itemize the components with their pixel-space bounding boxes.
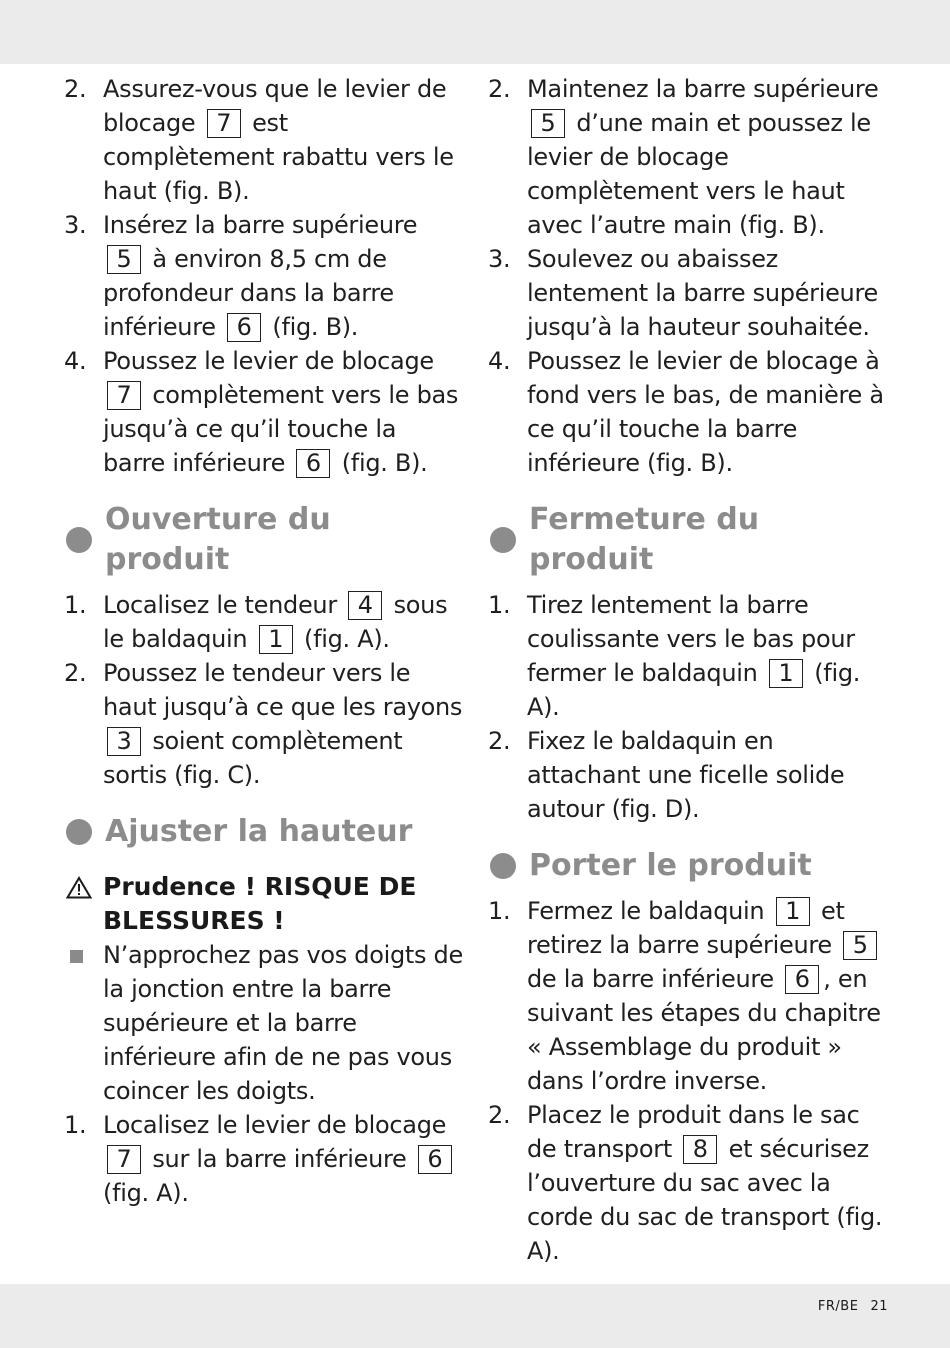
step-text xyxy=(527,344,888,480)
step-number: 1. xyxy=(64,1111,87,1139)
step-text-part: , en suivant les étapes du chapitre « Assemblage du produit » dans l’ordre inverse. xyxy=(527,965,881,1095)
step-text-part: Placez le produit dans le sac de transport xyxy=(527,1101,860,1163)
step-number: 2. xyxy=(488,1101,511,1129)
step-text-part: (fig. B). xyxy=(341,449,428,477)
right-column xyxy=(488,72,888,1268)
page-number: 21 xyxy=(870,1299,888,1314)
step-text-part: Fermez le baldaquin xyxy=(527,897,765,925)
step-text xyxy=(527,588,888,724)
step-text-part: et retirez la barre supérieure xyxy=(527,897,845,959)
list-item xyxy=(488,724,888,826)
step-text-part: Assurez-vous que le levier de blocage xyxy=(103,75,447,137)
part-reference-box: 7 xyxy=(107,381,141,410)
step-text-part: Soulevez ou abaissez lentement la barre supérieure jusqu’à la hauteur souhaitée. xyxy=(527,245,878,341)
top-band xyxy=(0,0,950,64)
part-reference-box: 8 xyxy=(683,1135,717,1164)
step-text-part: Insérez la barre supérieure xyxy=(103,211,418,239)
step-text-part: est complètement rabattu vers le haut (fig. B). xyxy=(103,109,454,205)
part-reference-box: 6 xyxy=(296,449,330,478)
step-text xyxy=(527,1098,888,1268)
part-reference-box: 6 xyxy=(418,1145,452,1174)
step-list xyxy=(64,72,464,480)
step-text-part: sur la barre inférieure xyxy=(152,1145,407,1173)
warning-title: Prudence ! RISQUE DE BLESSURES ! xyxy=(64,870,464,938)
step-text-part: Fixez le baldaquin en attachant une ficelle solide autour (fig. D). xyxy=(527,727,845,823)
step-text-part: (fig. A). xyxy=(527,659,861,721)
step-text xyxy=(103,588,464,656)
section-heading-closing: Fermeture du produit xyxy=(488,500,888,580)
bottom-band xyxy=(0,1284,950,1348)
step-number: 3. xyxy=(488,245,511,273)
step-text xyxy=(103,72,464,208)
bullet-dot-icon xyxy=(66,819,92,845)
part-reference-box: 5 xyxy=(107,245,141,274)
part-reference-box: 6 xyxy=(227,313,261,342)
section-heading-carry: Porter le produit xyxy=(488,846,888,886)
step-text xyxy=(103,1108,464,1210)
step-text-part: (fig. A). xyxy=(304,625,390,653)
section-heading-height: Ajuster la hauteur xyxy=(64,812,464,852)
step-list xyxy=(488,894,888,1268)
step-list xyxy=(488,588,888,826)
step-list xyxy=(64,588,464,792)
part-reference-box: 5 xyxy=(843,931,877,960)
square-bullet-icon xyxy=(64,938,103,1108)
step-number: 4. xyxy=(488,347,511,375)
warning-triangle-icon xyxy=(64,870,103,938)
step-number: 2. xyxy=(64,659,87,687)
step-list xyxy=(64,1108,464,1210)
part-reference-box: 4 xyxy=(348,591,382,620)
list-item xyxy=(64,656,464,792)
list-item xyxy=(488,894,888,1098)
step-list xyxy=(488,72,888,480)
step-number: 2. xyxy=(64,75,87,103)
step-text-part: Localisez le levier de blocage xyxy=(103,1111,447,1139)
step-text xyxy=(527,724,888,826)
part-reference-box: 1 xyxy=(776,897,810,926)
step-text-part: complètement vers le bas jusqu’à ce qu’il touche la barre inférieure xyxy=(103,381,459,477)
bullet-dot-icon xyxy=(66,527,92,553)
list-item xyxy=(488,588,888,724)
list-item xyxy=(64,208,464,344)
part-reference-box: 5 xyxy=(531,109,565,138)
step-text xyxy=(527,242,888,344)
step-text xyxy=(527,894,888,1098)
warning-text: N’approchez pas vos doigts de la jonction entre la barre supérieure et la barre inférieure afin de ne pas vous coincer les doigts. xyxy=(64,938,464,1108)
step-text-part: Maintenez la barre supérieure xyxy=(527,75,879,103)
step-text-part: (fig. A). xyxy=(103,1179,189,1207)
part-reference-box: 6 xyxy=(785,965,819,994)
step-text-part: à environ 8,5 cm de profondeur dans la barre inférieure xyxy=(103,245,394,341)
part-reference-box: 3 xyxy=(107,727,141,756)
locale-label: FR/BE xyxy=(817,1299,859,1314)
step-text-part: sous le baldaquin xyxy=(103,591,448,653)
bullet-dot-icon xyxy=(490,853,516,879)
step-text-part: Tirez lentement la barre coulissante vers le bas pour fermer le baldaquin xyxy=(527,591,855,687)
step-text-part: soient complètement sortis (fig. C). xyxy=(103,727,403,789)
step-text xyxy=(103,344,464,480)
step-text xyxy=(103,208,464,344)
step-text-part: de la barre inférieure xyxy=(527,965,774,993)
step-number: 1. xyxy=(488,591,511,619)
list-item xyxy=(64,588,464,656)
list-item xyxy=(64,344,464,480)
list-item xyxy=(488,344,888,480)
step-number: 1. xyxy=(488,897,511,925)
list-item xyxy=(64,1108,464,1210)
step-number: 3. xyxy=(64,211,87,239)
step-text-part: (fig. B). xyxy=(272,313,359,341)
part-reference-box: 7 xyxy=(207,109,241,138)
step-number: 2. xyxy=(488,727,511,755)
list-item xyxy=(488,72,888,242)
step-text-part: Poussez le tendeur vers le haut jusqu’à ce que les rayons xyxy=(103,659,463,721)
step-number: 1. xyxy=(64,591,87,619)
step-text-part: et sécurisez l’ouverture du sac avec la corde du sac de transport (fig. A). xyxy=(527,1135,883,1265)
step-text-part: Localisez le tendeur xyxy=(103,591,337,619)
step-text-part: d’une main et poussez le levier de blocage complètement vers le haut avec l’autre main (fig. B). xyxy=(527,109,871,239)
step-number: 4. xyxy=(64,347,87,375)
bullet-dot-icon xyxy=(490,527,516,553)
left-column xyxy=(64,72,464,1210)
step-text-part: Poussez le levier de blocage xyxy=(103,347,434,375)
step-text-part: Poussez le levier de blocage à fond vers le bas, de manière à ce qu’il touche la barre inférieure (fig. B). xyxy=(527,347,884,477)
step-text xyxy=(527,72,888,242)
part-reference-box: 1 xyxy=(259,625,293,654)
step-number: 2. xyxy=(488,75,511,103)
list-item xyxy=(64,72,464,208)
page-footer xyxy=(818,1299,888,1314)
part-reference-box: 7 xyxy=(107,1145,141,1174)
step-text xyxy=(103,656,464,792)
part-reference-box: 1 xyxy=(769,659,803,688)
list-item xyxy=(488,1098,888,1268)
section-heading-opening: Ouverture du produit xyxy=(64,500,464,580)
list-item xyxy=(488,242,888,344)
